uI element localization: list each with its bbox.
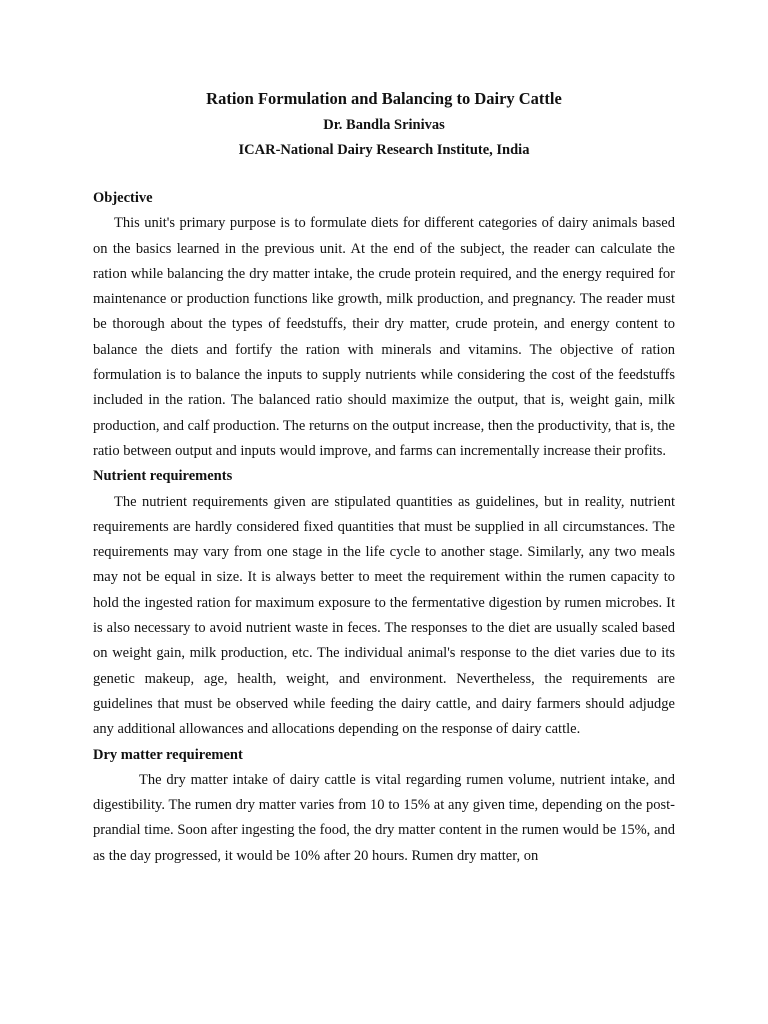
section-objective <box>93 186 675 464</box>
section-nutrient-requirements <box>93 464 675 742</box>
paragraph-dry-matter-requirement: The dry matter intake of dairy cattle is vital regarding rumen volume, nutrient intake, and digestibility. The rumen dry matter varies from 10 to 15% at any given time, depending on the post-prandial time. Soon after ingesting the food, the dry matter content in the rumen would be 15%, and as the day progressed, it would be 10% after 20 hours. Rumen dry matter, on <box>93 771 675 864</box>
paragraph-nutrient-requirements: The nutrient requirements given are stipulated quantities as guidelines, but in reality, nutrient requirements are hardly considered fixed quantities that must be supplied in all circumstances. The requirements may vary from one stage in the life cycle to another stage. Similarly, any two meals may not be equal in size. It is always better to meet the requirement within the rumen capacity to hold the ingested ration for maximum exposure to the fermentative digestion by rumen microbes. It is also necessary to avoid nutrient waste in feces. The responses to the diet are usually scaled based on weight gain, milk production, etc. The individual animal's response to the diet varies due to its genetic makeup, age, health, weight, and environment. Nevertheless, the requirements are guidelines that must be observed while feeding the dairy cattle, and dairy farmers should adjudge any additional allowances and allocations depending on the response of dairy cattle. <box>93 493 675 738</box>
document-affiliation: ICAR-National Dairy Research Institute, India <box>238 142 530 158</box>
paragraph-objective: This unit's primary purpose is to formulate diets for different categories of dairy animals based on the basics learned in the previous unit. At the end of the subject, the reader can calculate the ration while balancing the dry matter intake, the crude protein required, and the energy required for maintenance or production functions like growth, milk production, and pregnancy. The reader must be thorough about the types of feedstuffs, their dry matter, crude protein, and energy content to balance the diets and fortify the ration with minerals and vitamins. The objective of ration formulation is to balance the inputs to supply nutrients while considering the cost of the feedstuffs included in the ration. The balanced ratio should maximize the output, that is, weight gain, milk production, and calf production. The returns on the output increase, then the productivity, that is, the ratio between output and inputs would improve, and farms can incrementally increase their profits. <box>93 215 675 459</box>
section-dry-matter-requirement <box>93 743 675 869</box>
document-title: Ration Formulation and Balancing to Dairy Cattle <box>206 89 562 108</box>
document-body <box>93 186 675 869</box>
section-heading-objective: Objective <box>93 190 153 206</box>
section-heading-dry-matter-requirement: Dry matter requirement <box>93 746 243 763</box>
section-heading-nutrient-requirements: Nutrient requirements <box>93 468 233 485</box>
document-author: Dr. Bandla Srinivas <box>323 117 445 133</box>
